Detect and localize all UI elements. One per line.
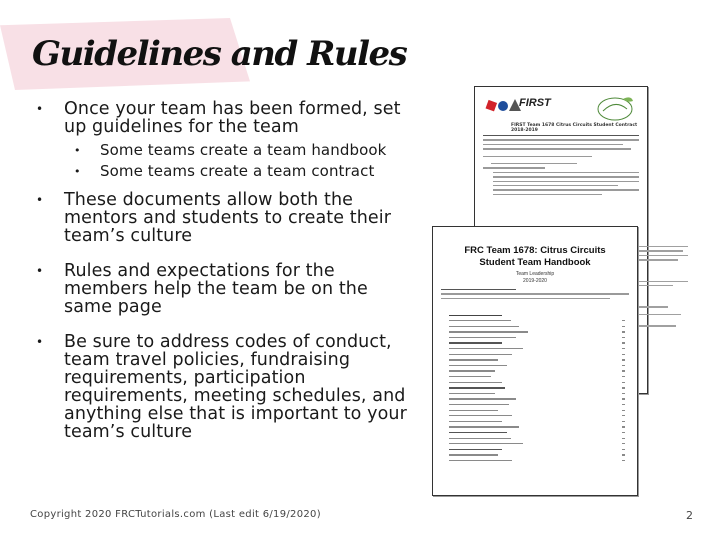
contract-body-text: [483, 135, 639, 198]
handbook-document-thumbnail: [432, 226, 638, 496]
bullet-item: • These documents allow both the mentors and students to create their team’s culture: [36, 191, 421, 245]
bullet-text: Once your team has been formed, set up guidelines for the team: [64, 99, 401, 137]
citrus-circuits-logo-icon: [593, 93, 637, 123]
bullet-item: • Rules and expectations for the members help the team be on the same page: [36, 262, 421, 316]
sub-bullet-item: • Some teams create a team contract: [64, 164, 421, 179]
bullet-item: • Be sure to address codes of conduct, team travel policies, fundraising requirements, participation requirements, meeting schedules, and anything else that is important to your team’s culture: [36, 333, 421, 441]
contract-heading: FIRST Team 1678 Citrus Circuits Student Contract 2018-2019: [511, 123, 638, 133]
sub-bullet-item: • Some teams create a team handbook: [64, 143, 421, 158]
bullet-item: [36, 100, 421, 179]
handbook-title-line: Student Team Handbook: [479, 257, 591, 268]
handbook-subtitle-line: 2019-2020: [523, 278, 547, 284]
handbook-intro-text: [441, 289, 629, 302]
footer-copyright: Copyright 2020 FRCTutorials.com (Last edit 6/19/2020): [30, 509, 321, 520]
handbook-subtitle: [433, 271, 637, 285]
first-logo-text: FIRST: [519, 97, 551, 109]
handbook-subtitle-line: Team Leadership: [515, 271, 555, 277]
sub-bullet-list: [64, 143, 421, 179]
handbook-table-of-contents: [449, 313, 625, 464]
bullet-list: [36, 100, 421, 458]
contract-overflow-text: [638, 246, 688, 330]
handbook-title: [433, 245, 637, 269]
page-title: Guidelines and Rules: [32, 34, 407, 74]
page-number: 2: [686, 509, 693, 522]
handbook-title-line: FRC Team 1678: Citrus Circuits: [464, 245, 606, 256]
